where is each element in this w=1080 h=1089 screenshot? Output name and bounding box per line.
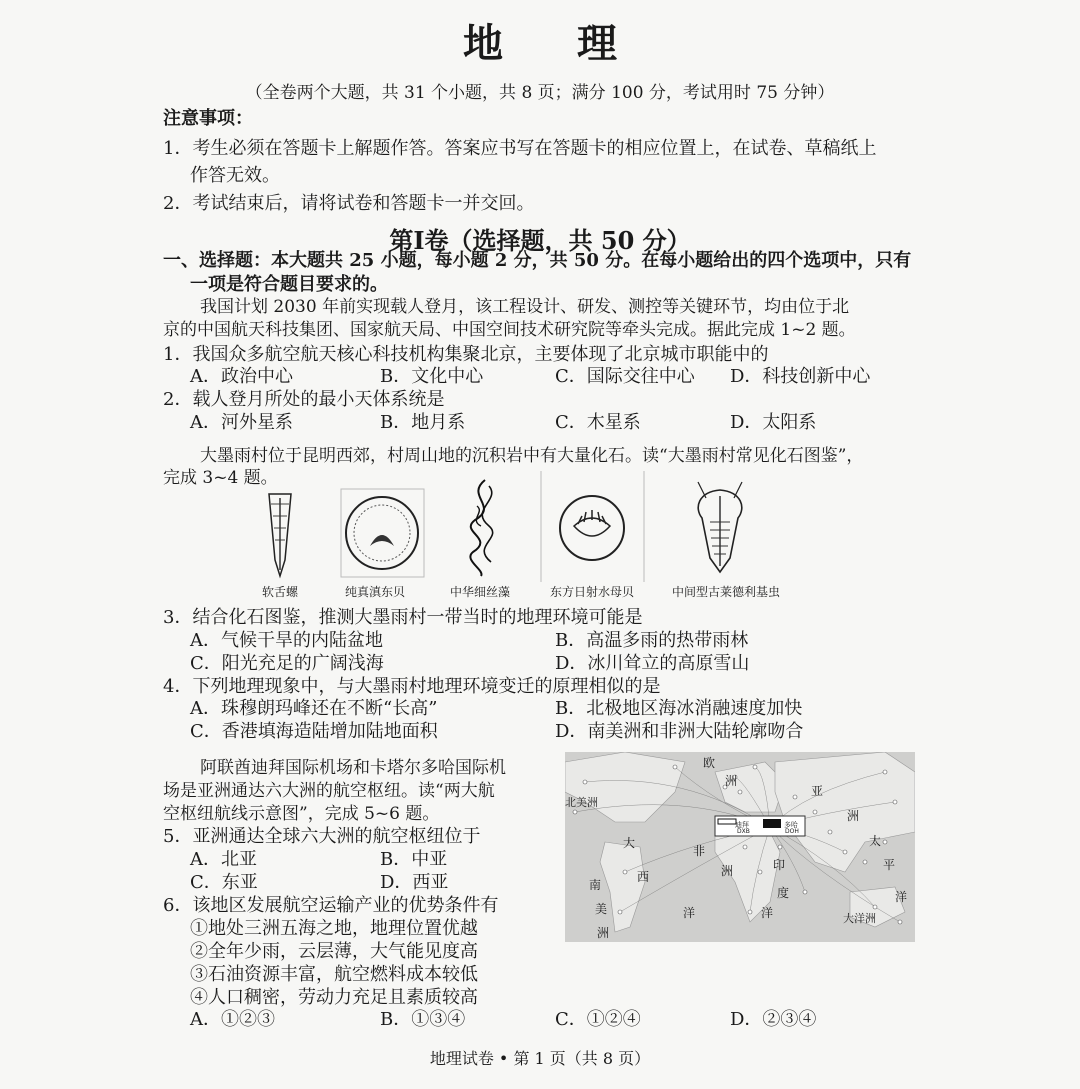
question-3-option-a: A．气候干旱的内陆盆地 (190, 630, 383, 651)
question-2-option-a: A．河外星系 (190, 412, 293, 433)
question-6-statement-1: ①地处三洲五海之地，地理位置优越 (190, 918, 478, 939)
question-5-option-d: D．西亚 (380, 872, 449, 893)
notice-item-1-cont: 作答无效。 (190, 165, 280, 186)
question-6-statement-2: ②全年少雨，云层薄，大气能见度高 (190, 941, 478, 962)
question-2-stem: 2．载人登月所处的最小天体系统是 (163, 389, 445, 410)
question-1-option-a: A．政治中心 (190, 366, 293, 387)
question-3-stem: 3．结合化石图鉴，推测大墨雨村一带当时的地理环境可能是 (163, 607, 643, 628)
fossil-label-1: 软舌螺 (262, 585, 299, 599)
map-label-asia-2: 洲 (847, 809, 860, 823)
fossil-label-5: 中间型古莱德利基虫 (672, 585, 781, 599)
passage-1-line-1: 我国计划 2030 年前实现载人登月，该工程设计、研发、测控等关键环节，均由位于北 (200, 297, 850, 317)
map-label-south-america-2: 美 (595, 902, 608, 916)
map-label-pacific-3: 洋 (895, 890, 908, 904)
question-2-option-d: D．太阳系 (730, 412, 817, 433)
question-4-option-a: A．珠穆朗玛峰还在不断“长高” (190, 698, 438, 719)
part-title: 第Ⅰ卷（选择题，共 50 分） (389, 226, 691, 255)
map-label-north-america: 北美洲 (565, 796, 598, 809)
question-1-option-d: D．科技创新中心 (730, 366, 871, 387)
passage-1-line-2: 京的中国航天科技集团、国家航天局、中国空间技术研究院等牵头完成。据此完成 1~2 题。 (163, 320, 856, 340)
alga-fossil-icon (455, 476, 510, 580)
question-6-option-d: D．②③④ (730, 1009, 817, 1030)
legend-doh: DOH (785, 828, 799, 835)
passage-3-line-3: 空枢纽航线示意图”，完成 5~6 题。 (163, 804, 440, 824)
notice-item-1: 1．考生必须在答题卡上解题作答。答案应书写在答题卡的相应位置上，在试卷、草稿纸上 (163, 138, 877, 159)
legend-dubai: 迪拜 (735, 821, 749, 829)
notice-heading: 注意事项： (163, 108, 253, 129)
question-6-option-a: A．①②③ (190, 1009, 275, 1030)
map-label-atlantic-3: 洋 (683, 906, 696, 920)
question-5-stem: 5．亚洲通达全球六大洲的航空枢纽位于 (163, 826, 481, 847)
passage-2-line-1: 大墨雨村位于昆明西郊，村周山地的沉积岩中有大量化石。读“大墨雨村常见化石图鉴”， (200, 446, 864, 466)
section-instruction-cont: 一项是符合题目要求的。 (190, 274, 388, 295)
map-label-indian-1: 印 (773, 858, 786, 872)
map-label-south-america-3: 洲 (597, 926, 610, 940)
map-label-atlantic-1: 大 (623, 836, 636, 850)
passage-3-line-2: 场是亚洲通达六大洲的航空枢纽。读“两大航 (163, 781, 495, 801)
question-6-option-b: B．①③④ (380, 1009, 466, 1030)
question-6-statement-3: ③石油资源丰富，航空燃料成本较低 (190, 964, 478, 985)
fossil-label-2: 纯真滇东贝 (345, 585, 406, 599)
map-label-africa-1: 非 (693, 844, 706, 858)
map-label-atlantic-2: 西 (637, 870, 650, 884)
map-label-asia-1: 亚 (811, 784, 824, 798)
map-label-europe-1: 欧 (703, 756, 716, 770)
question-2-option-b: B．地月系 (380, 412, 466, 433)
exam-info: （全卷两个大题，共 31 个小题，共 8 页；满分 100 分，考试用时 75 分钟） (245, 83, 835, 103)
question-5-option-a: A．北亚 (190, 849, 257, 870)
notice-item-2: 2．考试结束后，请将试卷和答题卡一并交回。 (163, 193, 535, 214)
map-label-pacific-1: 太 (869, 834, 882, 848)
question-6-option-c: C．①②④ (555, 1009, 641, 1030)
airline-route-map (565, 752, 915, 942)
fossil-label-4: 东方日射水母贝 (550, 585, 635, 599)
passage-2-line-2: 完成 3~4 题。 (163, 468, 278, 488)
question-6-statement-4: ④人口稠密，劳动力充足且素质较高 (190, 987, 478, 1008)
question-4-option-b: B．北极地区海冰消融速度加快 (555, 698, 803, 719)
question-5-option-b: B．中亚 (380, 849, 448, 870)
map-label-south-america-1: 南 (589, 878, 602, 892)
map-label-indian-3: 洋 (761, 906, 774, 920)
legend-dxb: DXB (737, 828, 750, 835)
map-label-africa-2: 洲 (721, 864, 734, 878)
question-1-stem: 1．我国众多航空航天核心科技机构集聚北京，主要体现了北京城市职能中的 (163, 344, 769, 365)
map-label-oceania: 大洋洲 (843, 912, 876, 925)
map-label-indian-2: 度 (777, 886, 790, 900)
brachiopod-fossil-icon (340, 488, 425, 578)
question-3-option-c: C．阳光充足的广阔浅海 (190, 653, 384, 674)
hyolith-fossil-icon (255, 490, 305, 580)
medusoid-fossil-icon (540, 470, 645, 582)
map-label-europe-2: 洲 (725, 774, 738, 788)
map-label-pacific-2: 平 (883, 858, 896, 872)
page-footer: 地理试卷 • 第 1 页（共 8 页） (429, 1049, 651, 1068)
legend-doha: 多哈 (784, 821, 798, 829)
question-2-option-c: C．木星系 (555, 412, 641, 433)
trilobite-fossil-icon (690, 478, 750, 578)
question-4-stem: 4．下列地理现象中，与大墨雨村地理环境变迁的原理相似的是 (163, 676, 661, 697)
question-3-option-d: D．冰川耸立的高原雪山 (555, 653, 750, 674)
passage-3-line-1: 阿联酋迪拜国际机场和卡塔尔多哈国际机 (200, 758, 506, 778)
question-1-option-c: C．国际交往中心 (555, 366, 695, 387)
section-instruction: 一、选择题：本大题共 25 小题，每小题 2 分，共 50 分。在每小题给出的四个选项中，只有 (163, 250, 912, 271)
question-6-stem: 6．该地区发展航空运输产业的优势条件有 (163, 895, 499, 916)
question-4-option-d: D．南美洲和非洲大陆轮廓吻合 (555, 721, 804, 742)
question-5-option-c: C．东亚 (190, 872, 258, 893)
question-4-option-c: C．香港填海造陆增加陆地面积 (190, 721, 438, 742)
question-1-option-b: B．文化中心 (380, 366, 484, 387)
question-3-option-b: B．高温多雨的热带雨林 (555, 630, 749, 651)
page-title: 地 理 (463, 20, 647, 67)
fossil-label-3: 中华细丝藻 (450, 585, 511, 599)
